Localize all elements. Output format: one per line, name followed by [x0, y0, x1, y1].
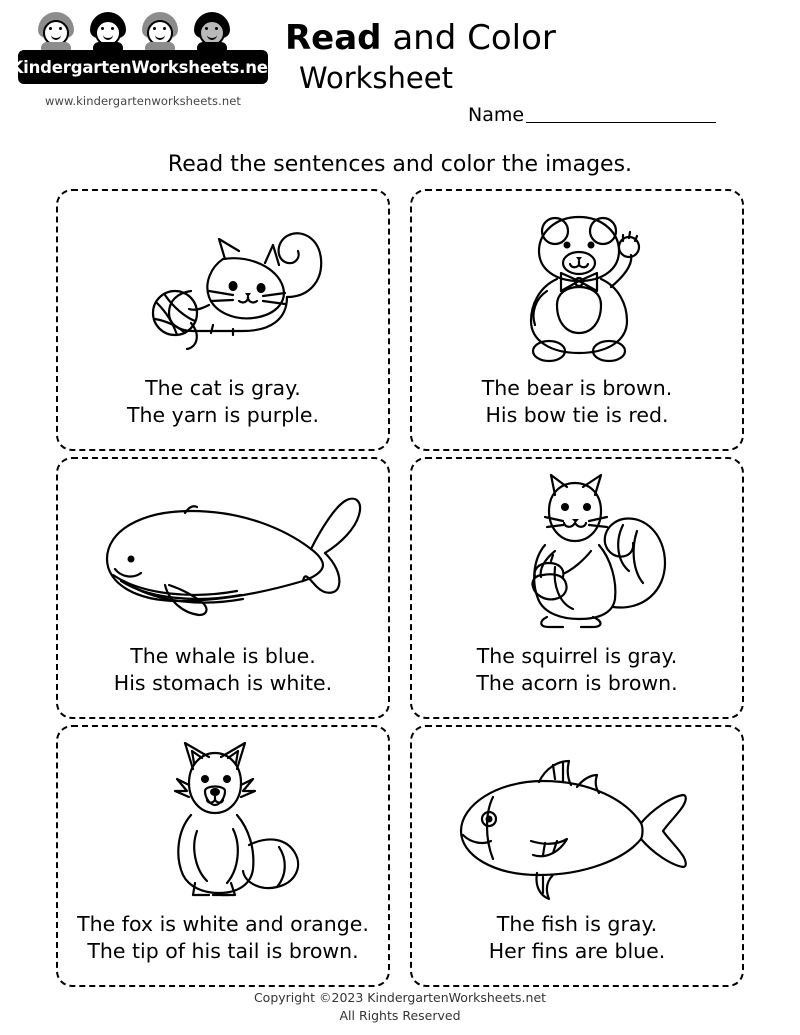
- logo-text: KindergartenWorksheets.net: [10, 57, 276, 77]
- card-caption: [114, 643, 332, 703]
- title-strong: Read: [285, 18, 382, 58]
- caption-line-1: The whale is blue.: [130, 644, 316, 668]
- caption-line-1: The cat is gray.: [145, 376, 301, 400]
- worksheet-subtitle: Worksheet: [299, 61, 453, 95]
- caption-line-2: His bow tie is red.: [485, 403, 669, 427]
- card-caption: [77, 911, 369, 971]
- bear-with-bow-tie-illustration: [412, 197, 742, 375]
- card-caption: [482, 375, 672, 435]
- instructions-text: Read the sentences and color the images.: [167, 152, 633, 177]
- fox-illustration: [58, 733, 388, 911]
- card-caption: [489, 911, 666, 971]
- name-label: Name: [468, 104, 525, 126]
- caption-line-1: The squirrel is gray.: [476, 644, 678, 668]
- caption-line-2: His stomach is white.: [113, 671, 333, 695]
- card-caption: [127, 375, 319, 435]
- site-logo[interactable]: [10, 12, 276, 108]
- worksheet-card: [56, 725, 390, 987]
- logo-badge: [10, 12, 276, 88]
- name-blank-line[interactable]: [526, 108, 716, 123]
- copyright-text: Copyright ©2023 KindergartenWorksheets.net: [253, 990, 547, 1005]
- card-caption: [476, 643, 677, 703]
- fish-illustration: [412, 733, 742, 911]
- worksheet-card: [410, 457, 744, 719]
- whale-illustration: [58, 465, 388, 643]
- title-rest: and Color: [381, 18, 556, 58]
- caption-line-1: The bear is brown.: [481, 376, 673, 400]
- worksheet-card: [56, 189, 390, 451]
- rights-text: All Rights Reserved: [339, 1008, 461, 1023]
- worksheet-card: [410, 725, 744, 987]
- caption-line-2: Her fins are blue.: [488, 939, 666, 963]
- caption-line-1: The fish is gray.: [496, 912, 658, 936]
- caption-line-1: The fox is white and orange.: [77, 912, 369, 936]
- worksheet-card: [410, 189, 744, 451]
- caption-line-2: The acorn is brown.: [476, 671, 678, 695]
- caption-line-2: The tip of his tail is brown.: [87, 939, 359, 963]
- name-field[interactable]: [468, 104, 716, 126]
- worksheet-card: [56, 457, 390, 719]
- worksheet-title: [285, 18, 556, 96]
- page-footer: [0, 989, 800, 1025]
- cat-with-yarn-illustration: [58, 197, 388, 375]
- caption-line-2: The yarn is purple.: [126, 403, 320, 427]
- squirrel-with-acorn-illustration: [412, 465, 742, 643]
- logo-nameplate: [10, 50, 276, 84]
- children-icon: [34, 12, 244, 54]
- worksheet-grid: [56, 189, 744, 987]
- site-url: www.kindergartenworksheets.net: [44, 94, 242, 108]
- page-header: [0, 0, 800, 150]
